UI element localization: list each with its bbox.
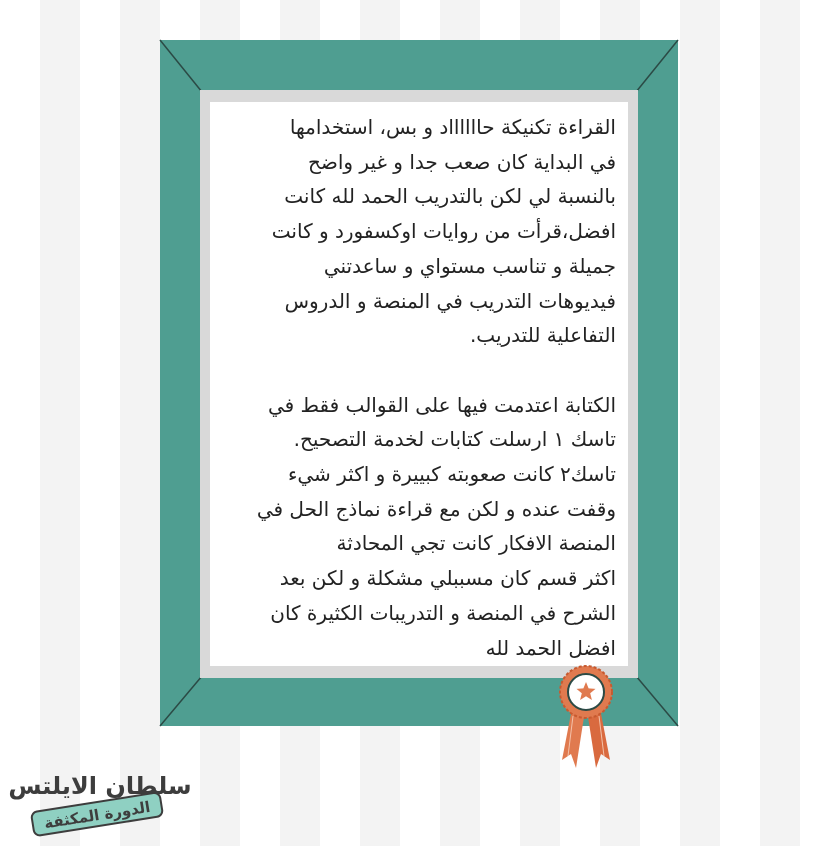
text-line: اكثر قسم كان مسببلي مشكلة و لكن بعد	[279, 566, 616, 591]
text-line: بالنسبة لي لكن بالتدريب الحمد لله كانت	[284, 184, 616, 209]
paragraph-gap	[216, 353, 616, 388]
logo-subtitle: الدورة المكثفة	[42, 797, 152, 833]
text-line: في البداية كان صعب جدا و غير واضح	[307, 149, 616, 174]
sultan-ielts-logo	[8, 760, 192, 834]
text-line: تاسك٢ كانت صعوبته كبييرة و اكثر شيء	[287, 462, 616, 487]
picture-frame	[160, 40, 678, 726]
text-line: الكتابة اعتدمت فيها على القوالب فقط في	[267, 392, 616, 417]
testimonial-text	[216, 110, 616, 665]
text-line: المنصة الافكار كانت تجي المحادثة	[336, 531, 616, 556]
text-line: القراءة تكنيكة حااااااد و بس، استخدامها	[289, 115, 616, 139]
text-line: الشرح في المنصة و التدريبات الكثيرة كان	[270, 600, 616, 625]
text-line: فيديوهات التدريب في المنصة و الدروس	[284, 288, 616, 313]
text-line: افضل،قرأت من روايات اوكسفورد و كانت	[271, 219, 616, 244]
text-line: تاسك ١ ارسلت كتابات لخدمة التصحيح.	[293, 427, 616, 452]
text-line: وقفت عنده و لكن مع قراءة نماذج الحل في	[256, 496, 616, 521]
logo-brand-text: سلطان الايلتس	[8, 772, 192, 800]
text-line: افضل الحمد لله	[485, 635, 616, 660]
testimonial-card	[210, 102, 628, 666]
text-line: جميلة و تناسب مستواي و ساعدتني	[323, 253, 616, 278]
award-ribbon-icon	[558, 664, 614, 772]
frame-mat	[200, 90, 638, 678]
text-line: التفاعلية للتدريب.	[469, 323, 616, 348]
